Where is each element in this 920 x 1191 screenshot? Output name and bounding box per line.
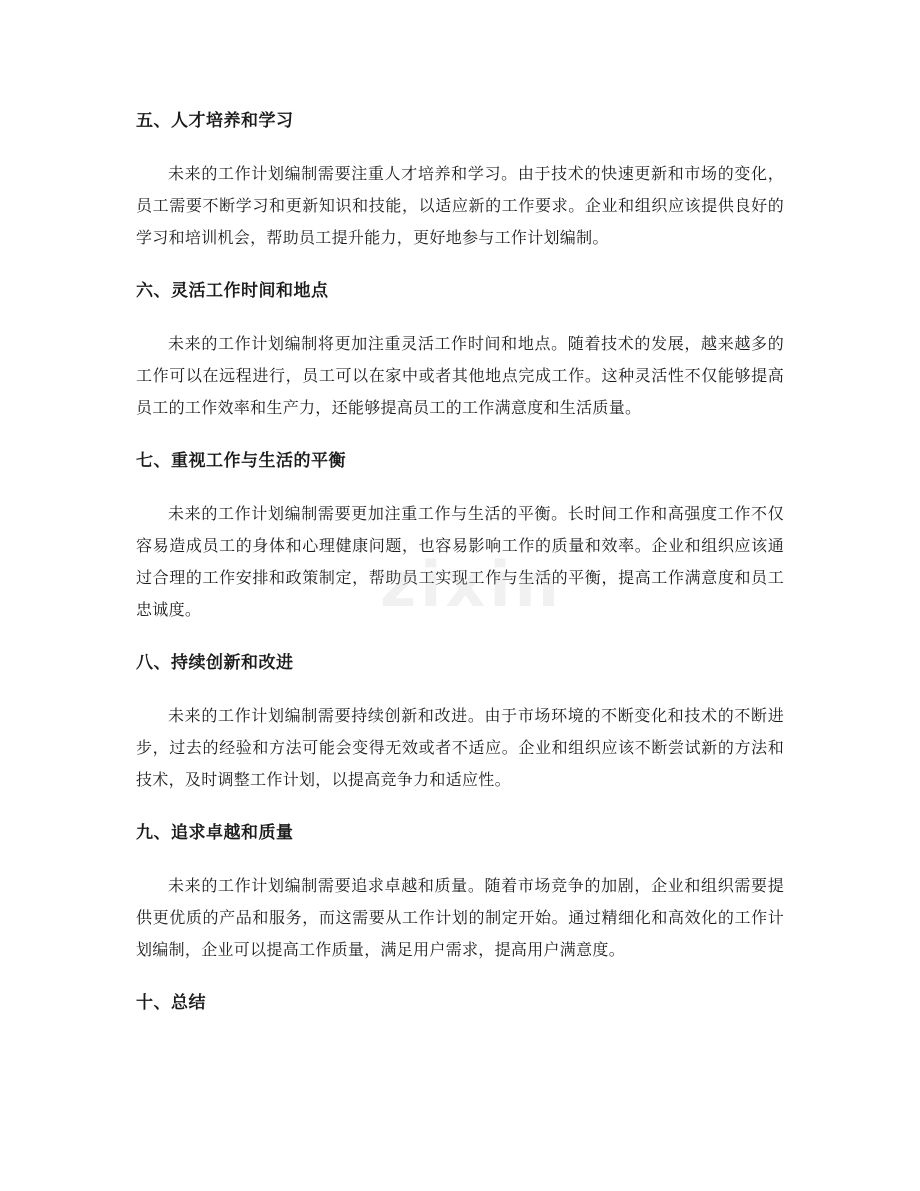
section-heading: 八、持续创新和改进	[136, 653, 294, 673]
section-flexible-work	[136, 276, 784, 424]
section-excellence	[136, 818, 784, 966]
section-innovation	[136, 648, 784, 796]
section-heading: 九、追求卓越和质量	[136, 823, 294, 843]
section-paragraph: 未来的工作计划编制需要注重人才培养和学习。由于技术的快速更新和市场的变化，员工需要不断学习和更新知识和技能，以适应新的工作要求。企业和组织应该提供良好的学习和培训机会，帮助员工提升能力，更好地参与工作计划编制。	[136, 164, 784, 247]
watermark: zixin	[380, 548, 563, 621]
section-heading: 六、灵活工作时间和地点	[136, 281, 329, 301]
section-paragraph: 未来的工作计划编制需要持续创新和改进。由于市场环境的不断变化和技术的不断进步，过去的经验和方法可能会变得无效或者不适应。企业和组织应该不断尝试新的方法和技术，及时调整工作计划，以提高竞争力和适应性。	[136, 706, 784, 789]
section-paragraph: 未来的工作计划编制需要追求卓越和质量。随着市场竞争的加剧，企业和组织需要提供更优质的产品和服务，而这需要从工作计划的制定开始。通过精细化和高效化的工作计划编制，企业可以提高工作质量，满足用户需求，提高用户满意度。	[136, 876, 784, 959]
section-talent-training	[136, 106, 784, 254]
section-work-life-balance	[136, 446, 784, 626]
section-paragraph: 未来的工作计划编制需要更加注重工作与生活的平衡。长时间工作和高强度工作不仅容易造成员工的身体和心理健康问题，也容易影响工作的质量和效率。企业和组织应该通过合理的工作安排和政策制定，帮助员工实现工作与生活的平衡，提高工作满意度和员工忠诚度。	[136, 504, 784, 619]
section-summary	[136, 988, 784, 1018]
section-heading: 十、总结	[136, 993, 206, 1013]
section-heading: 五、人才培养和学习	[136, 111, 294, 131]
section-heading: 七、重视工作与生活的平衡	[136, 451, 346, 471]
section-paragraph: 未来的工作计划编制将更加注重灵活工作时间和地点。随着技术的发展，越来越多的工作可以在远程进行，员工可以在家中或者其他地点完成工作。这种灵活性不仅能够提高员工的工作效率和生产力，还能够提高员工的工作满意度和生活质量。	[136, 334, 784, 417]
